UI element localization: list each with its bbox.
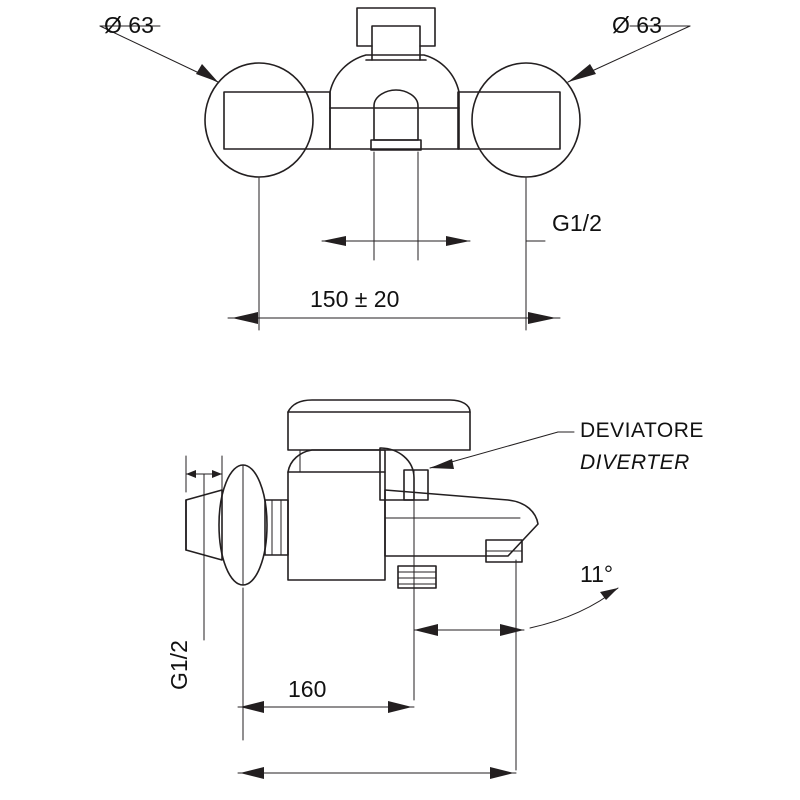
side-diverter-stem xyxy=(404,470,428,500)
lever-handle xyxy=(357,8,435,46)
angle-arc-arrow xyxy=(600,588,618,600)
depth-107-label: 160 xyxy=(288,676,327,702)
side-body xyxy=(288,472,385,580)
diameter-left-label: Ø 63 xyxy=(104,12,154,38)
diverter-label-en: DIVERTER xyxy=(580,451,690,474)
dim-arrow-g12-b xyxy=(212,470,222,478)
spout-angle-label: 11° xyxy=(580,561,614,587)
dim-arrow-160-right xyxy=(490,767,514,779)
diverter-knob-front xyxy=(374,90,418,140)
centre-distance-label: 150 ± 20 xyxy=(310,286,400,312)
right-escutcheon xyxy=(472,63,580,177)
dia-arrow-right xyxy=(568,64,596,82)
dim-arrow-107-left xyxy=(240,701,264,713)
dim-arrow-160-left xyxy=(240,767,264,779)
dim-arrow-inner-left xyxy=(322,236,346,246)
lever-handle-neck xyxy=(372,46,420,60)
dim-arrow-150-left xyxy=(232,312,258,324)
dim-arrow-150-right xyxy=(528,312,556,324)
side-body-top-shoulder xyxy=(288,450,385,472)
side-lever-cap-round xyxy=(288,400,470,412)
diverter-leader-arrow xyxy=(430,459,454,469)
diverter-label-it: DEVIATORE xyxy=(580,419,704,442)
dim-arrow-107-right xyxy=(388,701,412,713)
left-body-block xyxy=(224,92,330,149)
dia-arrow-left xyxy=(196,64,218,82)
dim-arrow-inner-right xyxy=(446,236,470,246)
side-lever-cap xyxy=(288,412,470,450)
dim-arrow-11-right xyxy=(500,624,524,636)
diameter-right-label: Ø 63 xyxy=(612,12,662,38)
dim-arrow-g12-a xyxy=(186,470,196,478)
shower-outlet xyxy=(398,566,436,588)
dim-arrow-11-left xyxy=(414,624,438,636)
central-body xyxy=(330,55,459,149)
thread-callout-front-label: G1/2 xyxy=(552,210,602,236)
inlet-thread-label: G1/2 xyxy=(166,640,192,690)
connector-nut xyxy=(265,500,288,555)
right-body-block xyxy=(458,92,560,149)
left-escutcheon xyxy=(205,63,313,177)
